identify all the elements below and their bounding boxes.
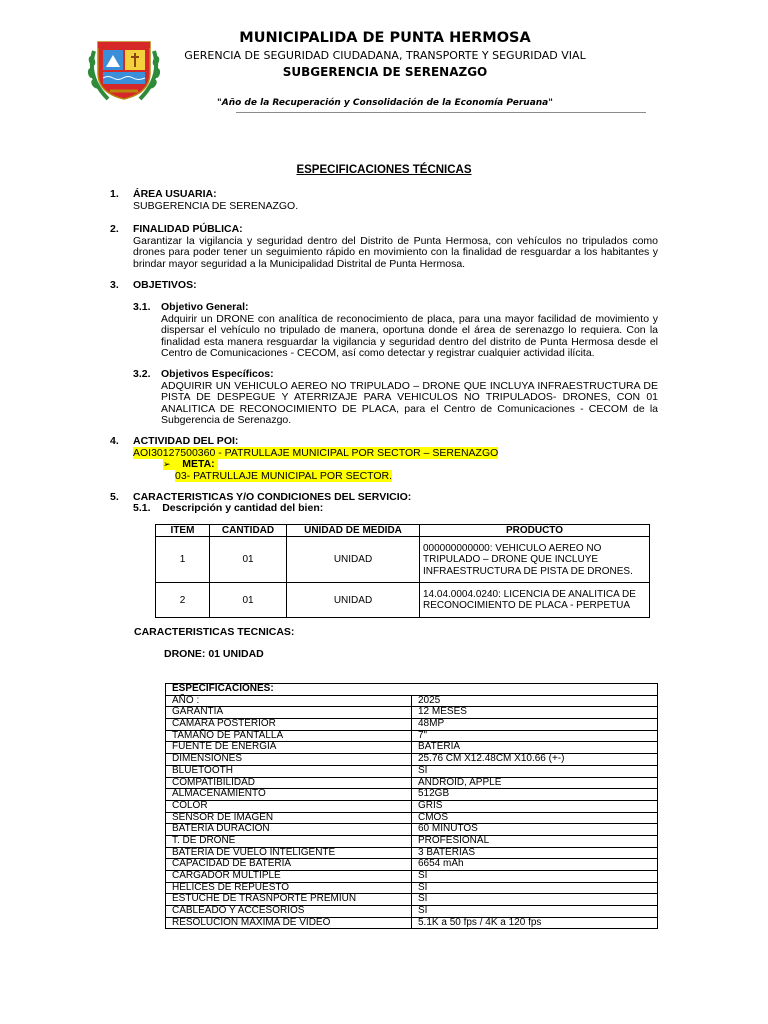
spec-row bbox=[166, 789, 658, 801]
subsection-text: Adquirir un DRONE con analítica de reconocimiento de placa, para una mayor facilidad de movimiento y dispersar el vehículo no tripulado de manera, oportuna donde el área de serenazgo lo requiera. Con la finalidad esta manera resguardar la vigilancia y seguridad dentro del distrito de Punta Hermosa desde el Centro de Comunicaciones - CECOM, así como detectar y registrar cualquier actividad ilícita. bbox=[161, 312, 658, 360]
spec-label: COLOR bbox=[166, 800, 412, 812]
section-heading: ACTIVIDAD DEL POI: bbox=[133, 435, 239, 447]
column-header: ITEM bbox=[156, 525, 210, 537]
spec-row bbox=[166, 742, 658, 754]
spec-row bbox=[166, 906, 658, 918]
spec-row bbox=[166, 824, 658, 836]
section-number: 2. bbox=[110, 223, 119, 235]
table-cell: 01 bbox=[210, 583, 287, 618]
spec-value: ANDROID, APPLE bbox=[412, 777, 658, 789]
table-row bbox=[156, 537, 650, 583]
spec-row bbox=[166, 859, 658, 871]
column-header: UNIDAD DE MEDIDA bbox=[287, 525, 420, 537]
header-divider bbox=[236, 112, 646, 113]
table-cell: 14.04.0004.0240: LICENCIA DE ANALITICA DE RECONOCIMIENTO DE PLACA - PERPETUA bbox=[420, 583, 650, 618]
section-number: 4. bbox=[110, 435, 119, 447]
spec-value: SI bbox=[412, 871, 658, 883]
table-cell: 000000000000: VEHICULO AEREO NO TRIPULADO – DRONE QUE INCLUYE INFRAESTRUCTURA DE PISTA DE DRONES. bbox=[420, 537, 650, 583]
spec-value: SI bbox=[412, 765, 658, 777]
section-text: SUBGERENCIA DE SERENAZGO. bbox=[133, 199, 299, 212]
spec-header-row bbox=[166, 684, 658, 696]
table-cell: 1 bbox=[156, 537, 210, 583]
spec-row bbox=[166, 882, 658, 894]
drone-heading: DRONE: 01 UNIDAD bbox=[164, 648, 264, 660]
spec-value: SI bbox=[412, 906, 658, 918]
document-title: ESPECIFICACIONES TÉCNICAS bbox=[296, 164, 472, 176]
spec-label: BATERIA DE VUELO INTELIGENTE bbox=[166, 847, 412, 859]
spec-label: TAMAÑO DE PANTALLA bbox=[166, 730, 412, 742]
subsection-objetivo-general bbox=[133, 302, 658, 360]
section-heading: ÁREA USUARIA: bbox=[133, 188, 217, 200]
spec-label: COMPATIBILIDAD bbox=[166, 777, 412, 789]
spec-value: SI bbox=[412, 882, 658, 894]
section-text: Garantizar la vigilancia y seguridad dentro del Distrito de Punta Hermosa, con vehículos no tripulados como drones para poder tener un seguimiento rápido en movimiento con la finalidad de resguardar a los habitantes y brindar mayor seguridad a la Municipalidad Distrital de Punta Hermosa. bbox=[133, 234, 658, 270]
column-header: PRODUCTO bbox=[420, 525, 650, 537]
subsection-heading: Objetivos Específicos: bbox=[161, 368, 274, 380]
spec-label: ALMACENAMIENTO bbox=[166, 789, 412, 801]
spec-value: BATERIA bbox=[412, 742, 658, 754]
spec-value: SI bbox=[412, 894, 658, 906]
goods-table bbox=[155, 524, 650, 618]
section-heading: FINALIDAD PÚBLICA: bbox=[133, 223, 243, 235]
table-header-row bbox=[156, 525, 650, 537]
subsection-number: 3.1. bbox=[133, 301, 151, 313]
caracteristicas-tecnicas-heading: CARACTERISTICAS TECNICAS: bbox=[134, 626, 295, 638]
spec-label: BATERIA DURACION bbox=[166, 824, 412, 836]
subsection-text: ADQUIRIR UN VEHICULO AEREO NO TRIPULADO – DRONE QUE INCLUYA INFRAESTRUCTURA DE PISTA DE DESPEGUE Y ATERRIZAJE PARA VEHICULOS NO TRIPULADOS- DRONES, CON 01 ANALITICA DE RECONOCIMIENTO DE PLACA, para el Centro de Comunicaciones - CECOM de la Subgerencia de Serenazgo. bbox=[161, 379, 658, 427]
spec-value: GRIS bbox=[412, 800, 658, 812]
spec-row bbox=[166, 917, 658, 929]
spec-label: GARANTIA bbox=[166, 707, 412, 719]
spec-row bbox=[166, 695, 658, 707]
table-cell: UNIDAD bbox=[287, 583, 420, 618]
spec-label: CAPACIDAD DE BATERIA bbox=[166, 859, 412, 871]
spec-label: CAMARA POSTERIOR bbox=[166, 719, 412, 731]
spec-value: 512GB bbox=[412, 789, 658, 801]
subsection-heading: Descripción y cantidad del bien: bbox=[162, 502, 324, 514]
spec-row bbox=[166, 800, 658, 812]
section-area-usuaria bbox=[110, 189, 658, 212]
subsection-heading: Objetivo General: bbox=[161, 301, 249, 313]
spec-row bbox=[166, 871, 658, 883]
arrow-bullet-icon: ➢ bbox=[163, 459, 171, 470]
spec-label: SENSOR DE IMAGEN bbox=[166, 812, 412, 824]
spec-value: 60 MINUTOS bbox=[412, 824, 658, 836]
section-heading: CARACTERISTICAS Y/O CONDICIONES DEL SERVICIO: bbox=[133, 491, 412, 503]
table-cell: 01 bbox=[210, 537, 287, 583]
section-number: 5. bbox=[110, 491, 119, 503]
section-objetivos bbox=[110, 280, 658, 292]
spec-label: ESTUCHE DE TRASNPORTE PREMIUN bbox=[166, 894, 412, 906]
section-number: 1. bbox=[110, 188, 119, 200]
spec-value: 2025 bbox=[412, 695, 658, 707]
spec-label: BLUETOOTH bbox=[166, 765, 412, 777]
spec-label: DIMENSIONES bbox=[166, 754, 412, 766]
poi-activity-line: AOI30127500360 - PATRULLAJE MUNICIPAL POR SECTOR – SERENAZGO bbox=[133, 446, 499, 459]
spec-row bbox=[166, 777, 658, 789]
year-motto: "Año de la Recuperación y Consolidación de la Economía Peruana" bbox=[217, 98, 553, 108]
specifications-table bbox=[165, 683, 658, 929]
municipal-coat-of-arms-logo bbox=[86, 37, 162, 103]
gerencia-subtitle: GERENCIA DE SEGURIDAD CIUDADANA, TRANSPORTE Y SEGURIDAD VIAL bbox=[184, 49, 586, 62]
spec-label: FUENTE DE ENERGIA bbox=[166, 742, 412, 754]
spec-label: RESOLUCION MAXIMA DE VIDEO bbox=[166, 917, 412, 929]
meta-value: 03- PATRULLAJE MUNICIPAL POR SECTOR. bbox=[175, 469, 393, 482]
spec-label: AÑO : bbox=[166, 695, 412, 707]
spec-row bbox=[166, 894, 658, 906]
spec-row bbox=[166, 765, 658, 777]
spec-label: T. DE DRONE bbox=[166, 835, 412, 847]
spec-row bbox=[166, 847, 658, 859]
subsection-descripcion bbox=[110, 503, 658, 515]
spec-row bbox=[166, 719, 658, 731]
spec-row bbox=[166, 754, 658, 766]
spec-label: HELICES DE REPUESTO bbox=[166, 882, 412, 894]
subsection-number: 3.2. bbox=[133, 368, 151, 380]
meta-label: META: bbox=[182, 458, 215, 471]
section-actividad-poi bbox=[110, 436, 658, 482]
section-number: 3. bbox=[110, 279, 119, 291]
spec-value: PROFESIONAL bbox=[412, 835, 658, 847]
spec-row bbox=[166, 707, 658, 719]
table-cell: 2 bbox=[156, 583, 210, 618]
spec-header-cell: ESPECIFICACIONES: bbox=[166, 684, 658, 696]
subsection-number: 5.1. bbox=[133, 502, 151, 514]
section-heading: OBJETIVOS: bbox=[133, 279, 197, 291]
spec-value: 12 MESES bbox=[412, 707, 658, 719]
municipality-title: MUNICIPALIDA DE PUNTA HERMOSA bbox=[239, 30, 531, 46]
spec-row bbox=[166, 835, 658, 847]
subgerencia-subtitle: SUBGERENCIA DE SERENAZGO bbox=[282, 65, 488, 79]
spec-label: CABLEADO Y ACCESORIOS bbox=[166, 906, 412, 918]
spec-value: 7" bbox=[412, 730, 658, 742]
spec-value: 3 BATERIAS bbox=[412, 847, 658, 859]
spec-row bbox=[166, 730, 658, 742]
section-finalidad-publica bbox=[110, 224, 658, 270]
spec-label: CARGADOR MULTIPLE bbox=[166, 871, 412, 883]
table-row bbox=[156, 583, 650, 618]
column-header: CANTIDAD bbox=[210, 525, 287, 537]
spec-value: 6654 mAh bbox=[412, 859, 658, 871]
spec-value: 5.1K a 50 fps / 4K a 120 fps bbox=[412, 917, 658, 929]
spec-row bbox=[166, 812, 658, 824]
spec-value: 25.76 CM X12.48CM X10.66 (+-) bbox=[412, 754, 658, 766]
spec-value: CMOS bbox=[412, 812, 658, 824]
subsection-objetivos-especificos bbox=[133, 369, 658, 427]
spec-value: 48MP bbox=[412, 719, 658, 731]
table-cell: UNIDAD bbox=[287, 537, 420, 583]
